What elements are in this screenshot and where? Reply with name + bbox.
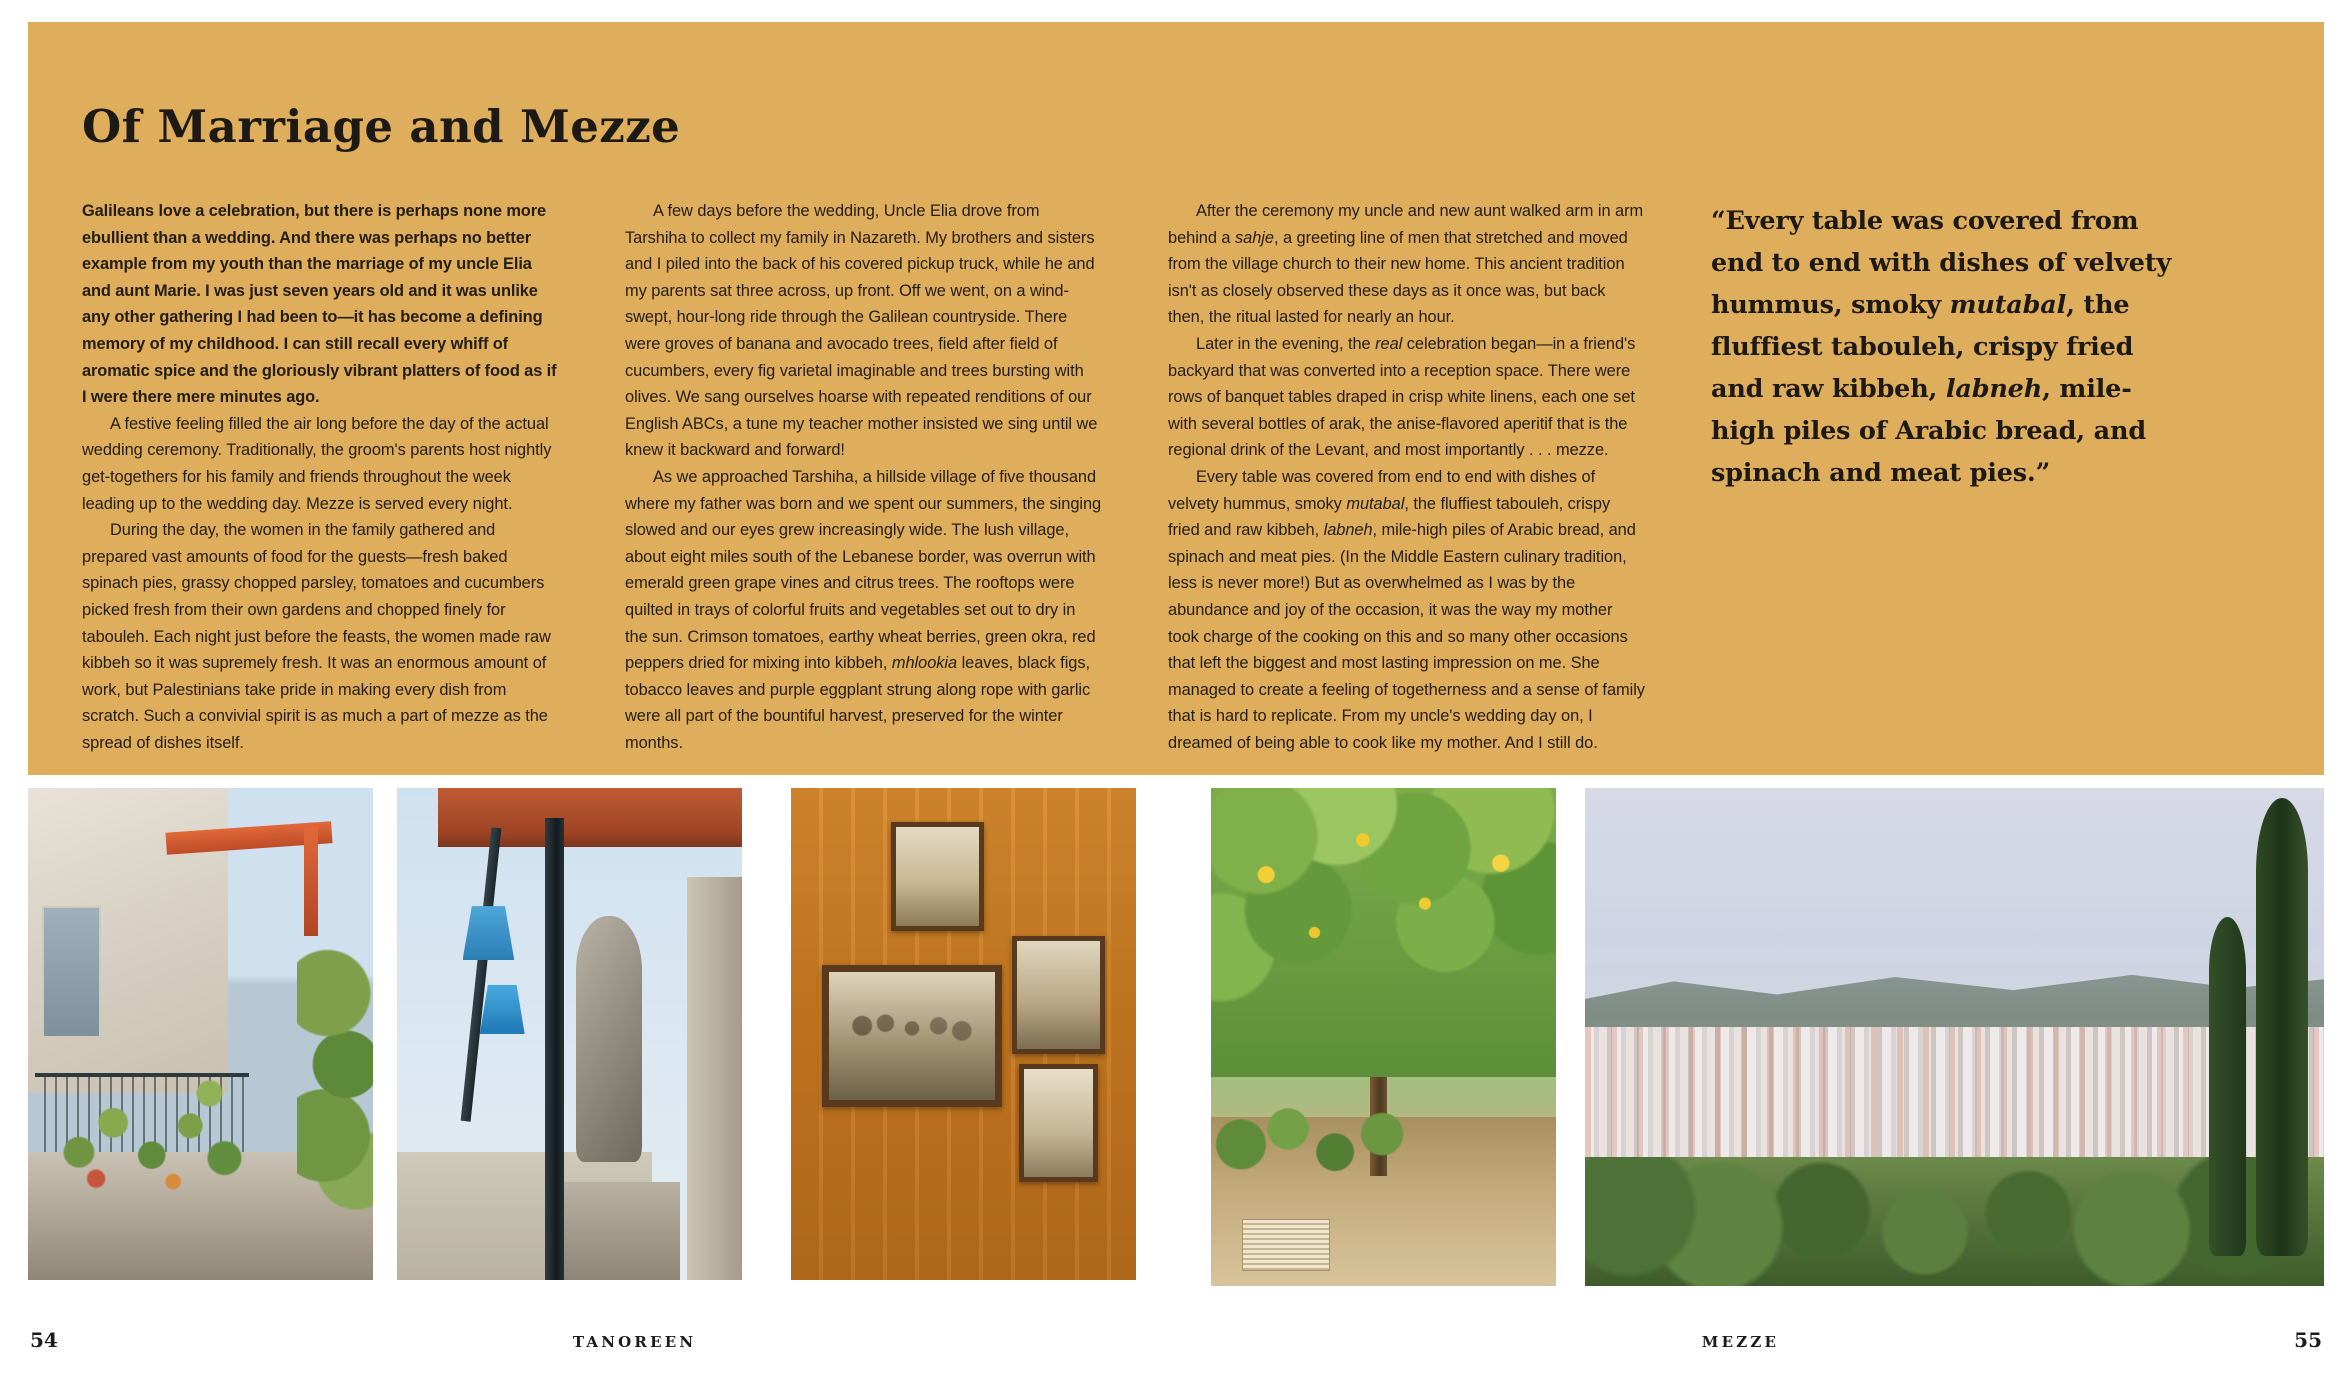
- photo-shape-post: [545, 818, 564, 1280]
- paragraph: A festive feeling filled the air long before the day of the actual wedding ceremony. Traditionally, the groom's parents host nightly get-togethers for his family and friends throughout the week leading up to the wedding day. Mezze is served every night.: [82, 414, 552, 513]
- paragraph: After the ceremony my uncle and new aunt walked arm in arm behind a sahje, a greeting line of men that stretched and moved from the village church to their new home. This ancient tradition isn't as closely observed these days as it once was, but back then, the ritual lasted for nearly an hour.: [1168, 202, 1644, 327]
- page-number-left: 54: [30, 1328, 58, 1352]
- paragraph: As we approached Tarshiha, a hillside village of five thousand where my father was born and we spent our summers, the singing slowed and our eyes grew increasingly wide. The lush village, about eight miles south of the Lebanese border, was overrun with emerald green grape vines and citrus trees. The rooftops were quilted in trays of colorful fruits and vegetables set out to dry in the sun. Crimson tomatoes, earthy wheat berries, green okra, red peppers dried for mixing into kibbeh, mhlookia leaves, black figs, tobacco leaves and purple eggplant strung along rope with garlic were all part of the bountiful harvest, preserved for the winter months.: [625, 467, 1102, 752]
- photo-frame-image: [829, 972, 995, 1100]
- photo-shape-ledge: [563, 1182, 680, 1280]
- photo-shape-cypress-secondary: [2209, 917, 2246, 1256]
- photo-wooden-wall-with-framed-family-photographs: [791, 788, 1136, 1280]
- text-column-3: [1168, 198, 1645, 758]
- pull-quote: “Every table was covered from end to end with dishes of velvety hummus, smoky mutabal, the fluffiest tabouleh, crispy fried and raw kibbeh, labneh, mile-high piles of Arabic bread, and spinach and meat pies.”: [1711, 206, 2171, 488]
- photo-lemon-tree-in-garden: [1211, 788, 1556, 1286]
- photo-shape-undergrowth: [1211, 1067, 1425, 1196]
- photo-shape-canopy: [438, 788, 742, 847]
- photo-frame-portrait-top: [891, 822, 984, 930]
- photo-shape-beam-vertical: [304, 827, 318, 935]
- photo-shape-shrub: [297, 936, 373, 1221]
- photo-frame-group-portrait: [822, 965, 1002, 1107]
- photo-strip: [0, 788, 2352, 1288]
- photo-shape-door: [42, 906, 101, 1038]
- photo-shape-statue: [576, 916, 642, 1162]
- photo-hillside-village-panorama-with-cypress: [1585, 788, 2324, 1286]
- photo-stone-balcony-with-potted-plants: [28, 788, 373, 1280]
- photo-frame-boy-portrait: [1019, 1064, 1098, 1182]
- footer-left: [30, 1328, 1176, 1352]
- photo-blue-hanging-lamps-and-statue-over-village: [397, 788, 742, 1280]
- photo-frame-figures: [829, 972, 995, 1100]
- photo-frame-image: [1024, 1069, 1093, 1177]
- photo-frame-man-portrait: [1012, 936, 1105, 1054]
- photo-frame-image: [896, 827, 979, 925]
- paragraph: Later in the evening, the real celebration began—in a friend's backyard that was converted into a reception space. There were rows of banquet tables draped in crisp white linens, each one set with several bottles of arak, the anise-flavored aperitif that is the regional drink of the Levant, and most importantly . . . mezze.: [1168, 334, 1636, 460]
- photo-shape-cypress: [2256, 798, 2308, 1256]
- photo-shape-pillar: [687, 877, 742, 1280]
- photo-frame-image: [1017, 941, 1100, 1049]
- paragraph: During the day, the women in the family gathered and prepared vast amounts of food for the guests—fresh baked spinach pies, grassy chopped parsley, tomatoes and cucumbers picked fresh from their own gardens and chopped finely for tabouleh. Each night just before the feasts, the women made raw kibbeh so it was supremely fresh. It was an enormous amount of work, but Palestinians take pride in making every dish from scratch. Such a convivial spirit is as much a part of mezze as the spread of dishes itself.: [82, 521, 551, 752]
- page-number-right: 55: [2294, 1328, 2322, 1352]
- paragraph: Every table was covered from end to end with dishes of velvety hummus, smoky mutabal, the fluffiest tabouleh, crispy fried and raw kibbeh, labneh, mile-high piles of Arabic bread, and spinach and meat pies. (In the Middle Eastern culinary tradition, less is never more!) But as overwhelmed as I was by the abundance and joy of the occasion, it was the way my mother took charge of the cooking on this and so many other occasions that left the biggest and most lasting impression on me. She managed to create a feeling of togetherness and a sense of family that is hard to replicate. From my uncle's wedding day on, I dreamed of being able to cook like my mother. And I still do.: [1168, 467, 1645, 752]
- text-column-1: [82, 198, 559, 758]
- paragraph: Galileans love a celebration, but there is perhaps none more ebullient than a wedding. And there was perhaps no better example from my youth than the marriage of my uncle Elia and aunt Marie. I was just seven years old and it was unlike any other gathering I had been to—it has become a defining memory of my childhood. I can still recall every whiff of aromatic spice and the gloriously vibrant platters of food as if I were there mere minutes ago.: [82, 202, 557, 407]
- text-column-2: [625, 198, 1102, 758]
- running-head-right: MEZZE: [1701, 1333, 1780, 1351]
- running-head-left: TANOREEN: [572, 1333, 697, 1351]
- page-title: Of Marriage and Mezze: [82, 100, 681, 153]
- text-columns: [82, 198, 2292, 758]
- pull-quote-column: [1711, 198, 2188, 758]
- photo-shape-plants: [49, 1064, 263, 1212]
- paragraph: A few days before the wedding, Uncle Elia drove from Tarshiha to collect my family in Nazareth. My brothers and sisters and I piled into the back of his covered pickup truck, while he and my parents sat three across, up front. Off we went, on a wind-swept, hour-long ride through the Galilean countryside. There were groves of banana and avocado trees, field after field of cucumbers, every fig varietal imaginable and trees bursting with olives. We sang ourselves hoarse with repeated renditions of our English ABCs, a tune my teacher mother insisted we sing until we knew it backward and forward!: [625, 202, 1098, 460]
- footer-right: [1176, 1328, 2322, 1352]
- photo-shape-lemons: [1211, 788, 1556, 1077]
- photo-shape-bench: [1242, 1219, 1330, 1271]
